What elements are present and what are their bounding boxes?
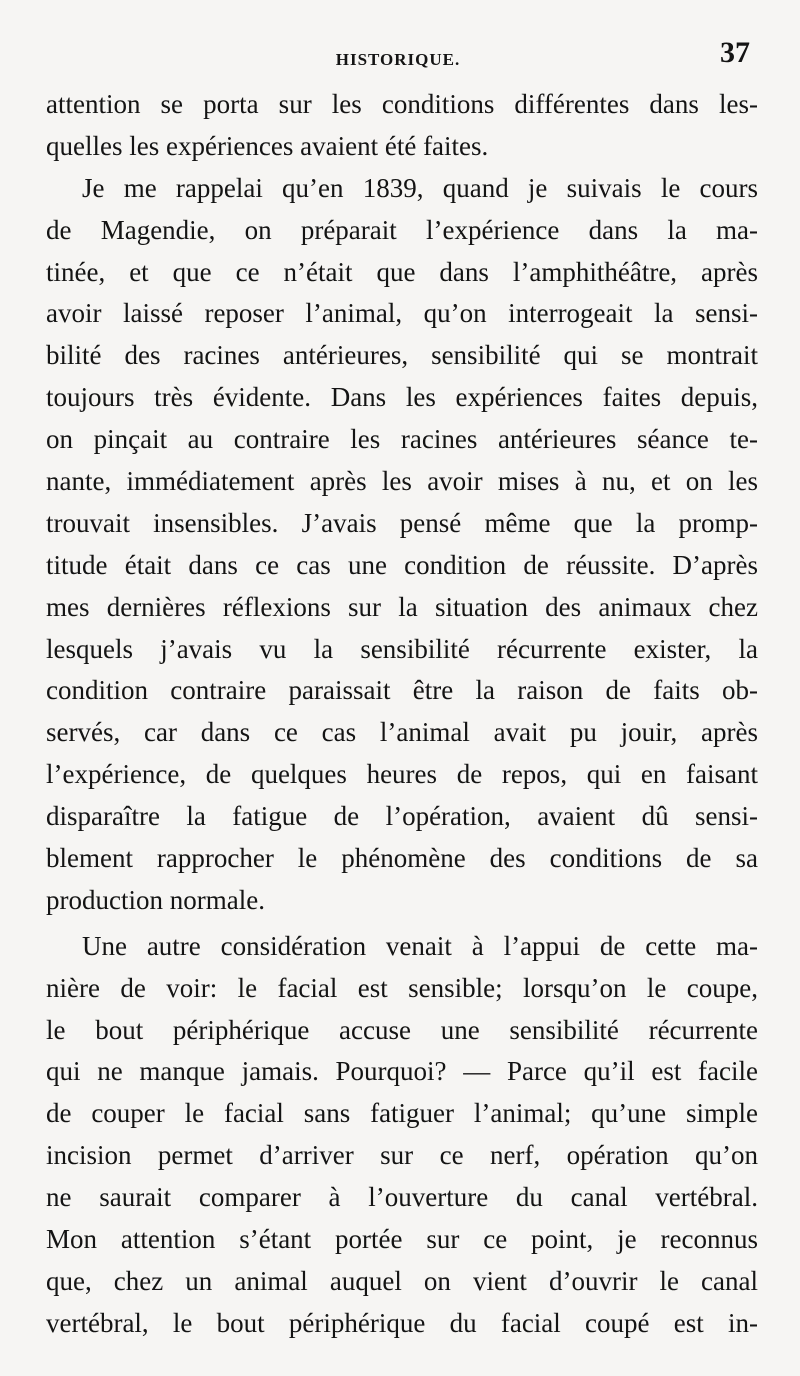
text-line: blement rapprocher le phénomène des conditions de sa <box>46 843 758 874</box>
text-line: Mon attention s’étant portée sur ce point, je reconnus <box>46 1224 758 1255</box>
text-line: toujours très évidente. Dans les expériences faites depuis, <box>46 382 758 413</box>
text-line: le bout périphérique accuse une sensibilité récurrente <box>46 1014 758 1045</box>
text-line: servés, car dans ce cas l’animal avait pu jouir, après <box>46 717 758 748</box>
text-line: nante, immédiatement après les avoir mises à nu, et on les <box>46 466 758 497</box>
text-line: trouvait insensibles. J’avais pensé même que la promp- <box>46 507 758 538</box>
text-line: avoir laissé reposer l’animal, qu’on interrogeait la sensi- <box>46 298 758 329</box>
text-line: attention se porta sur les conditions différentes dans les- <box>46 89 758 119</box>
paragraph-first-line: Je me rappelai qu’en 1839, quand je suivais le cours <box>82 172 758 203</box>
text-line: tinée, et que ce n’était que dans l’amphithéâtre, après <box>46 256 758 287</box>
text-line: vertébral, le bout périphérique du facial coupé est in- <box>46 1307 758 1338</box>
page-header <box>40 36 756 76</box>
text-line: bilité des racines antérieures, sensibilité qui se montrait <box>46 340 758 371</box>
text-line: disparaître la fatigue de l’opération, avaient dû sensi- <box>46 801 758 832</box>
text-line: incision permet d’arriver sur ce nerf, opération qu’on <box>46 1140 758 1171</box>
running-title: HISTORIQUE. <box>335 50 461 69</box>
text-line: ne saurait comparer à l’ouverture du canal vertébral. <box>46 1182 758 1213</box>
text-line: l’expérience, de quelques heures de repos, qui en faisant <box>46 759 758 790</box>
text-line: lesquels j’avais vu la sensibilité récurrente exister, la <box>46 633 758 664</box>
text-line: qui ne manque jamais. Pourquoi? — Parce qu’il est facile <box>46 1056 758 1087</box>
text-line: nière de voir: le facial est sensible; lorsqu’on le coupe, <box>46 972 758 1003</box>
page-number: 37 <box>720 36 750 69</box>
text-line: de Magendie, on préparait l’expérience dans la ma- <box>46 214 758 245</box>
text-line: mes dernières réflexions sur la situation des animaux chez <box>46 591 758 622</box>
text-line: production normale. <box>46 884 265 915</box>
body-text <box>46 84 758 1345</box>
text-line: de couper le facial sans fatiguer l’animal; qu’une simple <box>46 1098 758 1129</box>
text-line: quelles les expériences avaient été faites. <box>46 130 489 161</box>
paragraph-first-line: Une autre considération venait à l’appui de cette ma- <box>82 930 758 961</box>
text-line: titude était dans ce cas une condition de réussite. D’après <box>46 549 758 580</box>
text-line: que, chez un animal auquel on vient d’ouvrir le canal <box>46 1265 758 1296</box>
text-line: condition contraire paraissait être la raison de faits ob- <box>46 675 758 706</box>
text-line: on pinçait au contraire les racines antérieures séance te- <box>46 424 758 455</box>
